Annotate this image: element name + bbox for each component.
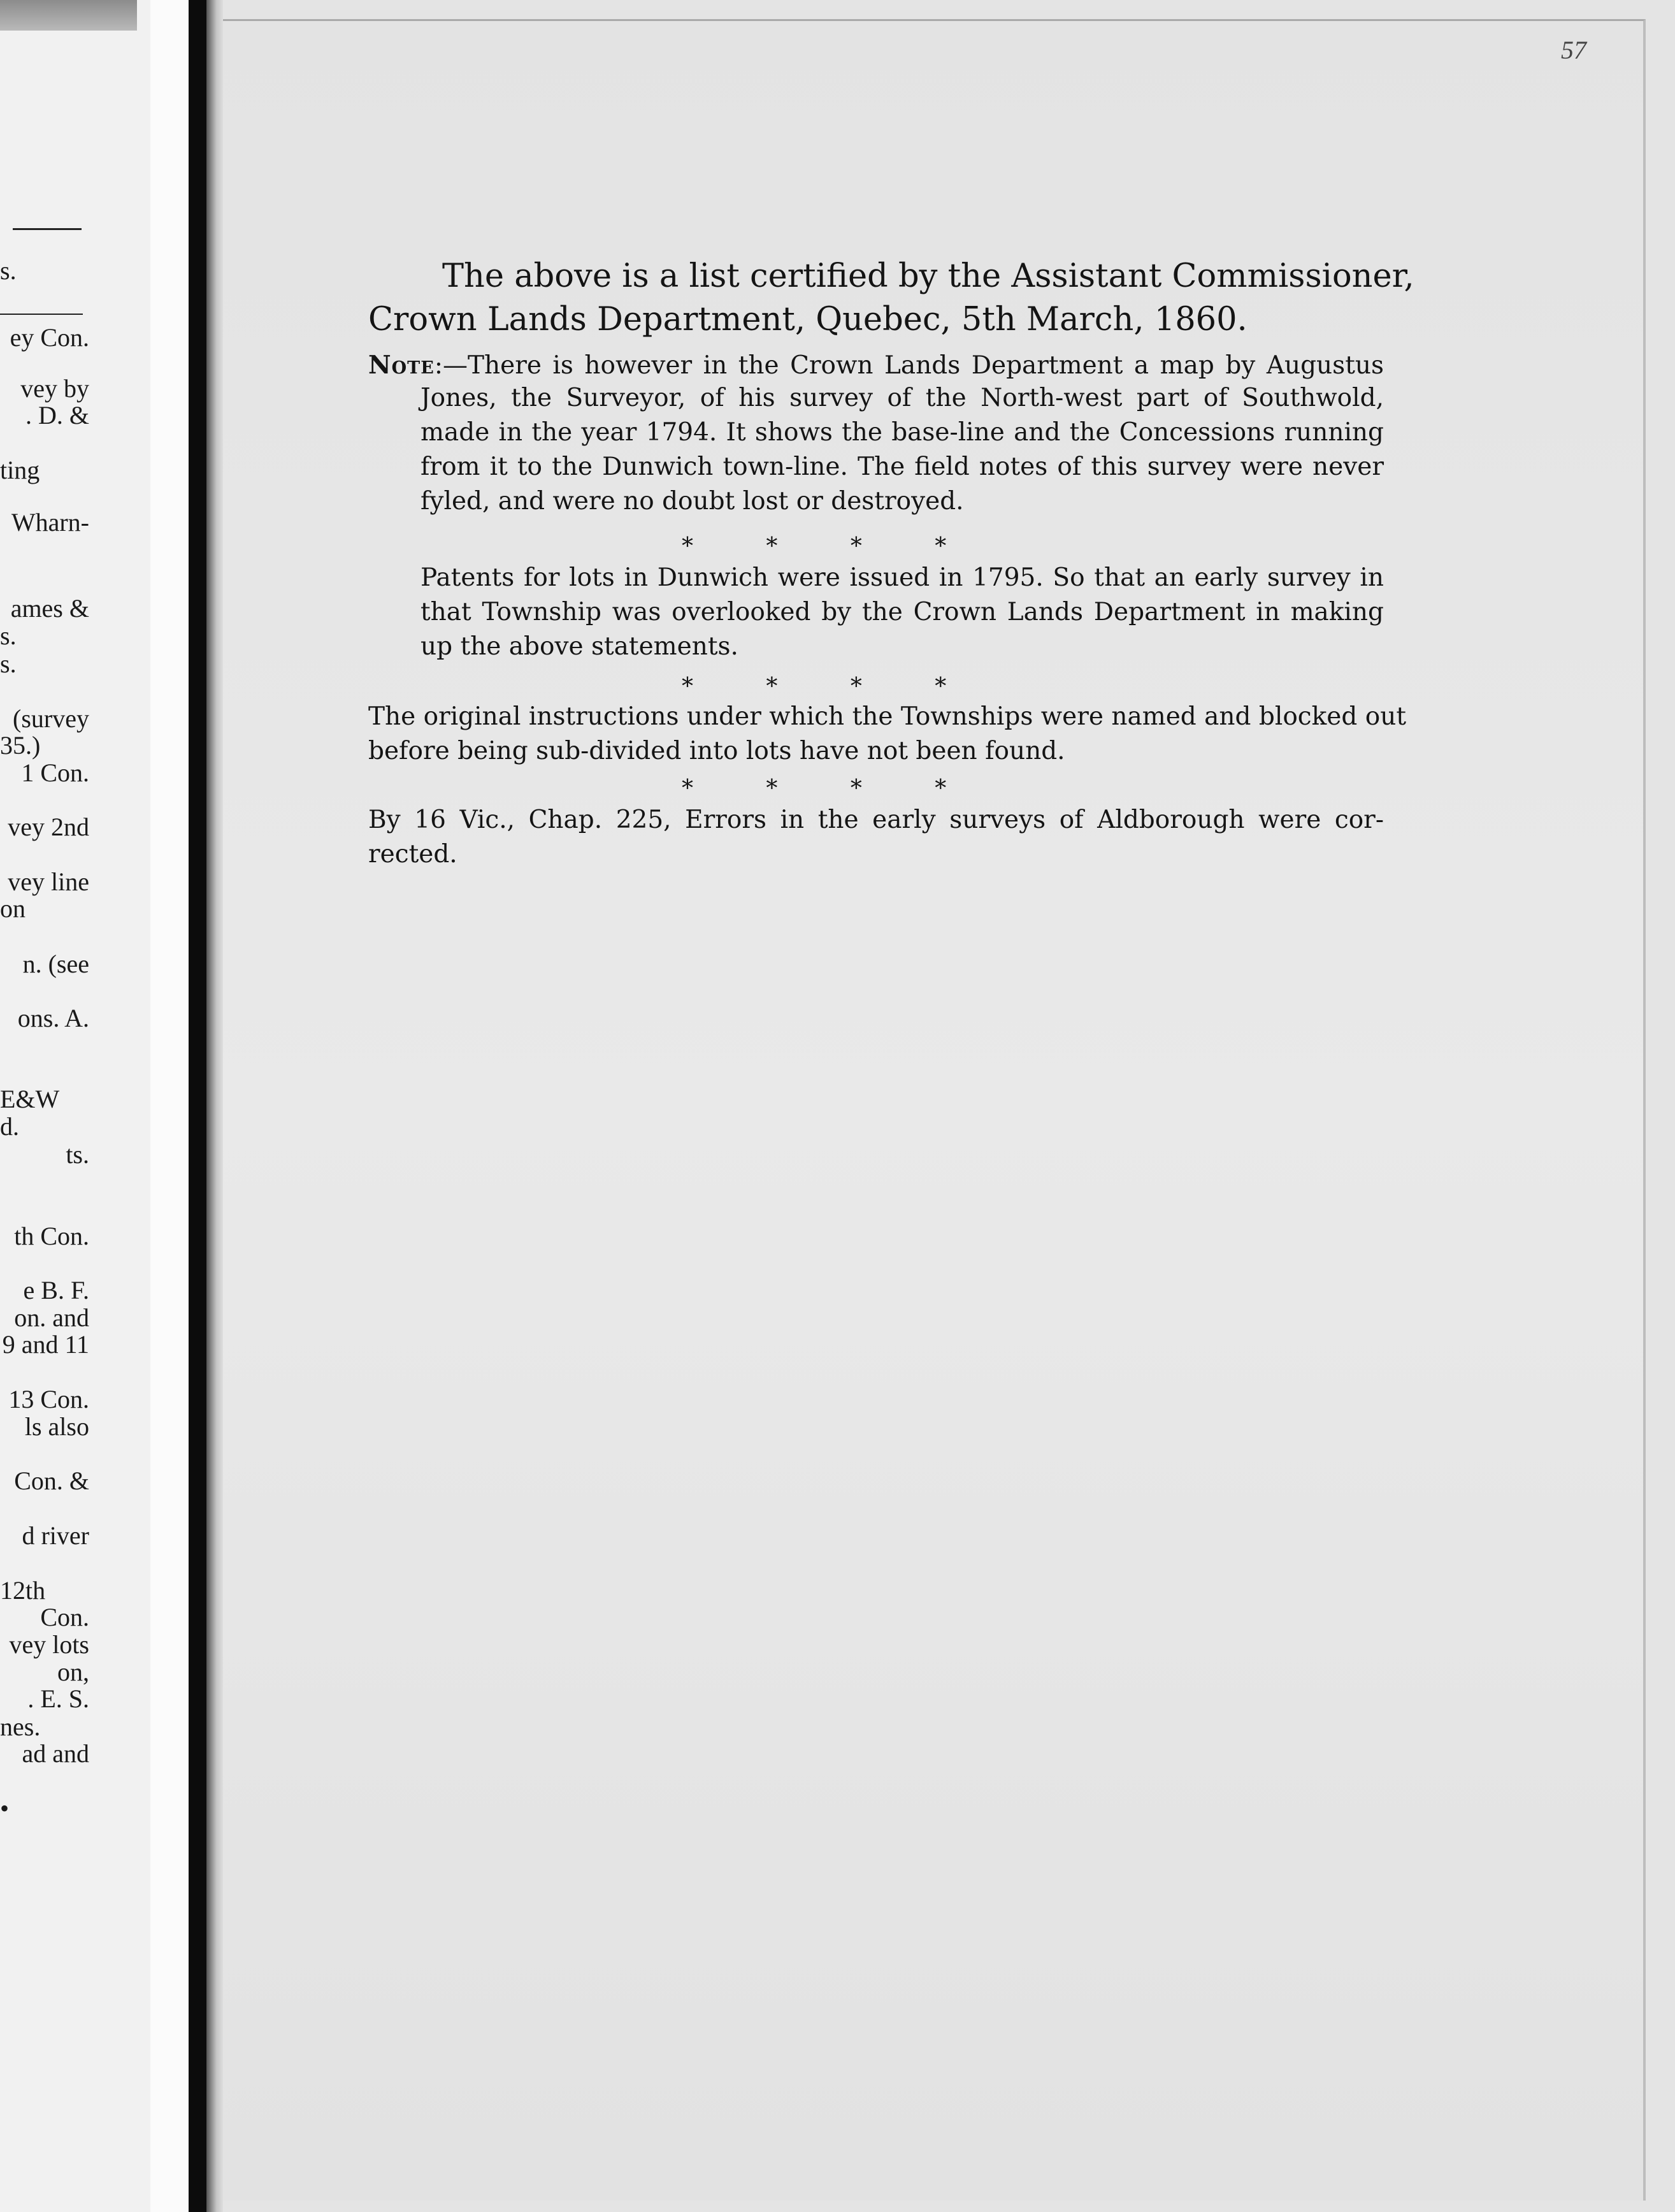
binding-fade: [206, 0, 223, 2212]
binding-shadow: [189, 0, 206, 2212]
left-page-line: ad and: [22, 1739, 89, 1768]
instructions-line: before being sub-divided into lots have not been found.: [368, 737, 1065, 765]
note-line: made in the year 1794. It shows the base-line and the Concessions running: [421, 418, 1384, 447]
statute-line: rected.: [368, 840, 457, 869]
patents-line: up the above statements.: [421, 632, 738, 661]
left-page-line: •: [0, 1794, 10, 1823]
left-page-line: s.: [0, 621, 17, 650]
left-page-line: n. (see: [22, 950, 89, 978]
gutter-margin: [150, 0, 189, 2212]
left-page-line: 13 Con.: [8, 1385, 89, 1413]
note-line: fyled, and were no doubt lost or destroyed.: [421, 487, 964, 516]
left-page-line: vey 2nd: [8, 813, 89, 841]
left-page-line: ting: [0, 456, 40, 484]
note-line: from it to the Dunwich town-line. The field notes of this survey were never: [421, 452, 1384, 481]
left-page-line: th Con.: [14, 1222, 89, 1250]
left-page-line: d river: [22, 1521, 89, 1550]
left-page-line: ts.: [66, 1140, 89, 1169]
left-page-line: (survey: [13, 704, 89, 733]
horizontal-rule: [13, 228, 82, 230]
left-page-line: on. and: [14, 1303, 89, 1332]
left-page-line: on: [0, 894, 25, 923]
main-page: [223, 19, 1646, 2201]
left-page-line: ons. A.: [17, 1004, 89, 1032]
note-line: Jones, the Surveyor, of his survey of the North-west part of Southwold,: [421, 384, 1384, 412]
left-page-line: ames &: [10, 594, 89, 623]
note-line: [368, 348, 1384, 383]
section-separator: * * * *: [682, 674, 947, 700]
left-page-line: nes.: [0, 1712, 41, 1741]
page-number: 57: [1561, 36, 1586, 64]
section-separator: * * * *: [682, 533, 947, 560]
left-page-line: ey Con.: [10, 323, 89, 352]
left-page-line: s.: [0, 649, 17, 678]
left-page-line: on,: [57, 1658, 89, 1686]
left-page-line: 1 Con.: [21, 758, 89, 787]
note-first-line: :—There is however in the Crown Lands Department a map by Augustus: [434, 351, 1384, 380]
left-page-line: vey by: [20, 374, 89, 403]
left-page-line: Wharn-: [11, 508, 89, 537]
left-page-line: s.: [0, 256, 17, 285]
left-page-line: 35.): [0, 731, 41, 760]
horizontal-rule: [0, 314, 83, 315]
left-page-line: d.: [0, 1112, 19, 1141]
note-label: Note: [368, 351, 435, 380]
left-page-line: 9 and 11: [2, 1330, 89, 1359]
statute-line: By 16 Vic., Chap. 225, Errors in the early surveys of Aldborough were cor-: [368, 806, 1384, 834]
left-page-line: E&W: [0, 1085, 60, 1113]
section-separator: * * * *: [682, 776, 947, 802]
left-facing-page: [0, 0, 150, 2212]
patents-line: Patents for lots in Dunwich were issued in 1795. So that an early survey in: [421, 563, 1384, 592]
left-page-line: ls also: [24, 1412, 89, 1441]
heading-line-1: The above is a list certified by the Assistant Commissioner,: [442, 257, 1414, 295]
instructions-line: The original instructions under which the Townships were named and blocked out: [368, 702, 1406, 731]
left-page-line: 12th: [0, 1576, 46, 1605]
page-edge-shadow: [0, 0, 137, 31]
left-page-line: vey lots: [9, 1630, 89, 1659]
left-page-line: vey line: [8, 867, 89, 896]
left-page-line: . D. &: [25, 401, 89, 430]
left-page-line: Con. &: [14, 1466, 89, 1495]
patents-line: that Township was overlooked by the Crown Lands Department in making: [421, 598, 1384, 626]
left-page-line: e B. F.: [23, 1276, 89, 1305]
heading-line-2: Crown Lands Department, Quebec, 5th March, 1860.: [368, 301, 1247, 338]
left-page-line: Con.: [40, 1603, 89, 1631]
left-page-line: . E. S.: [27, 1684, 89, 1713]
